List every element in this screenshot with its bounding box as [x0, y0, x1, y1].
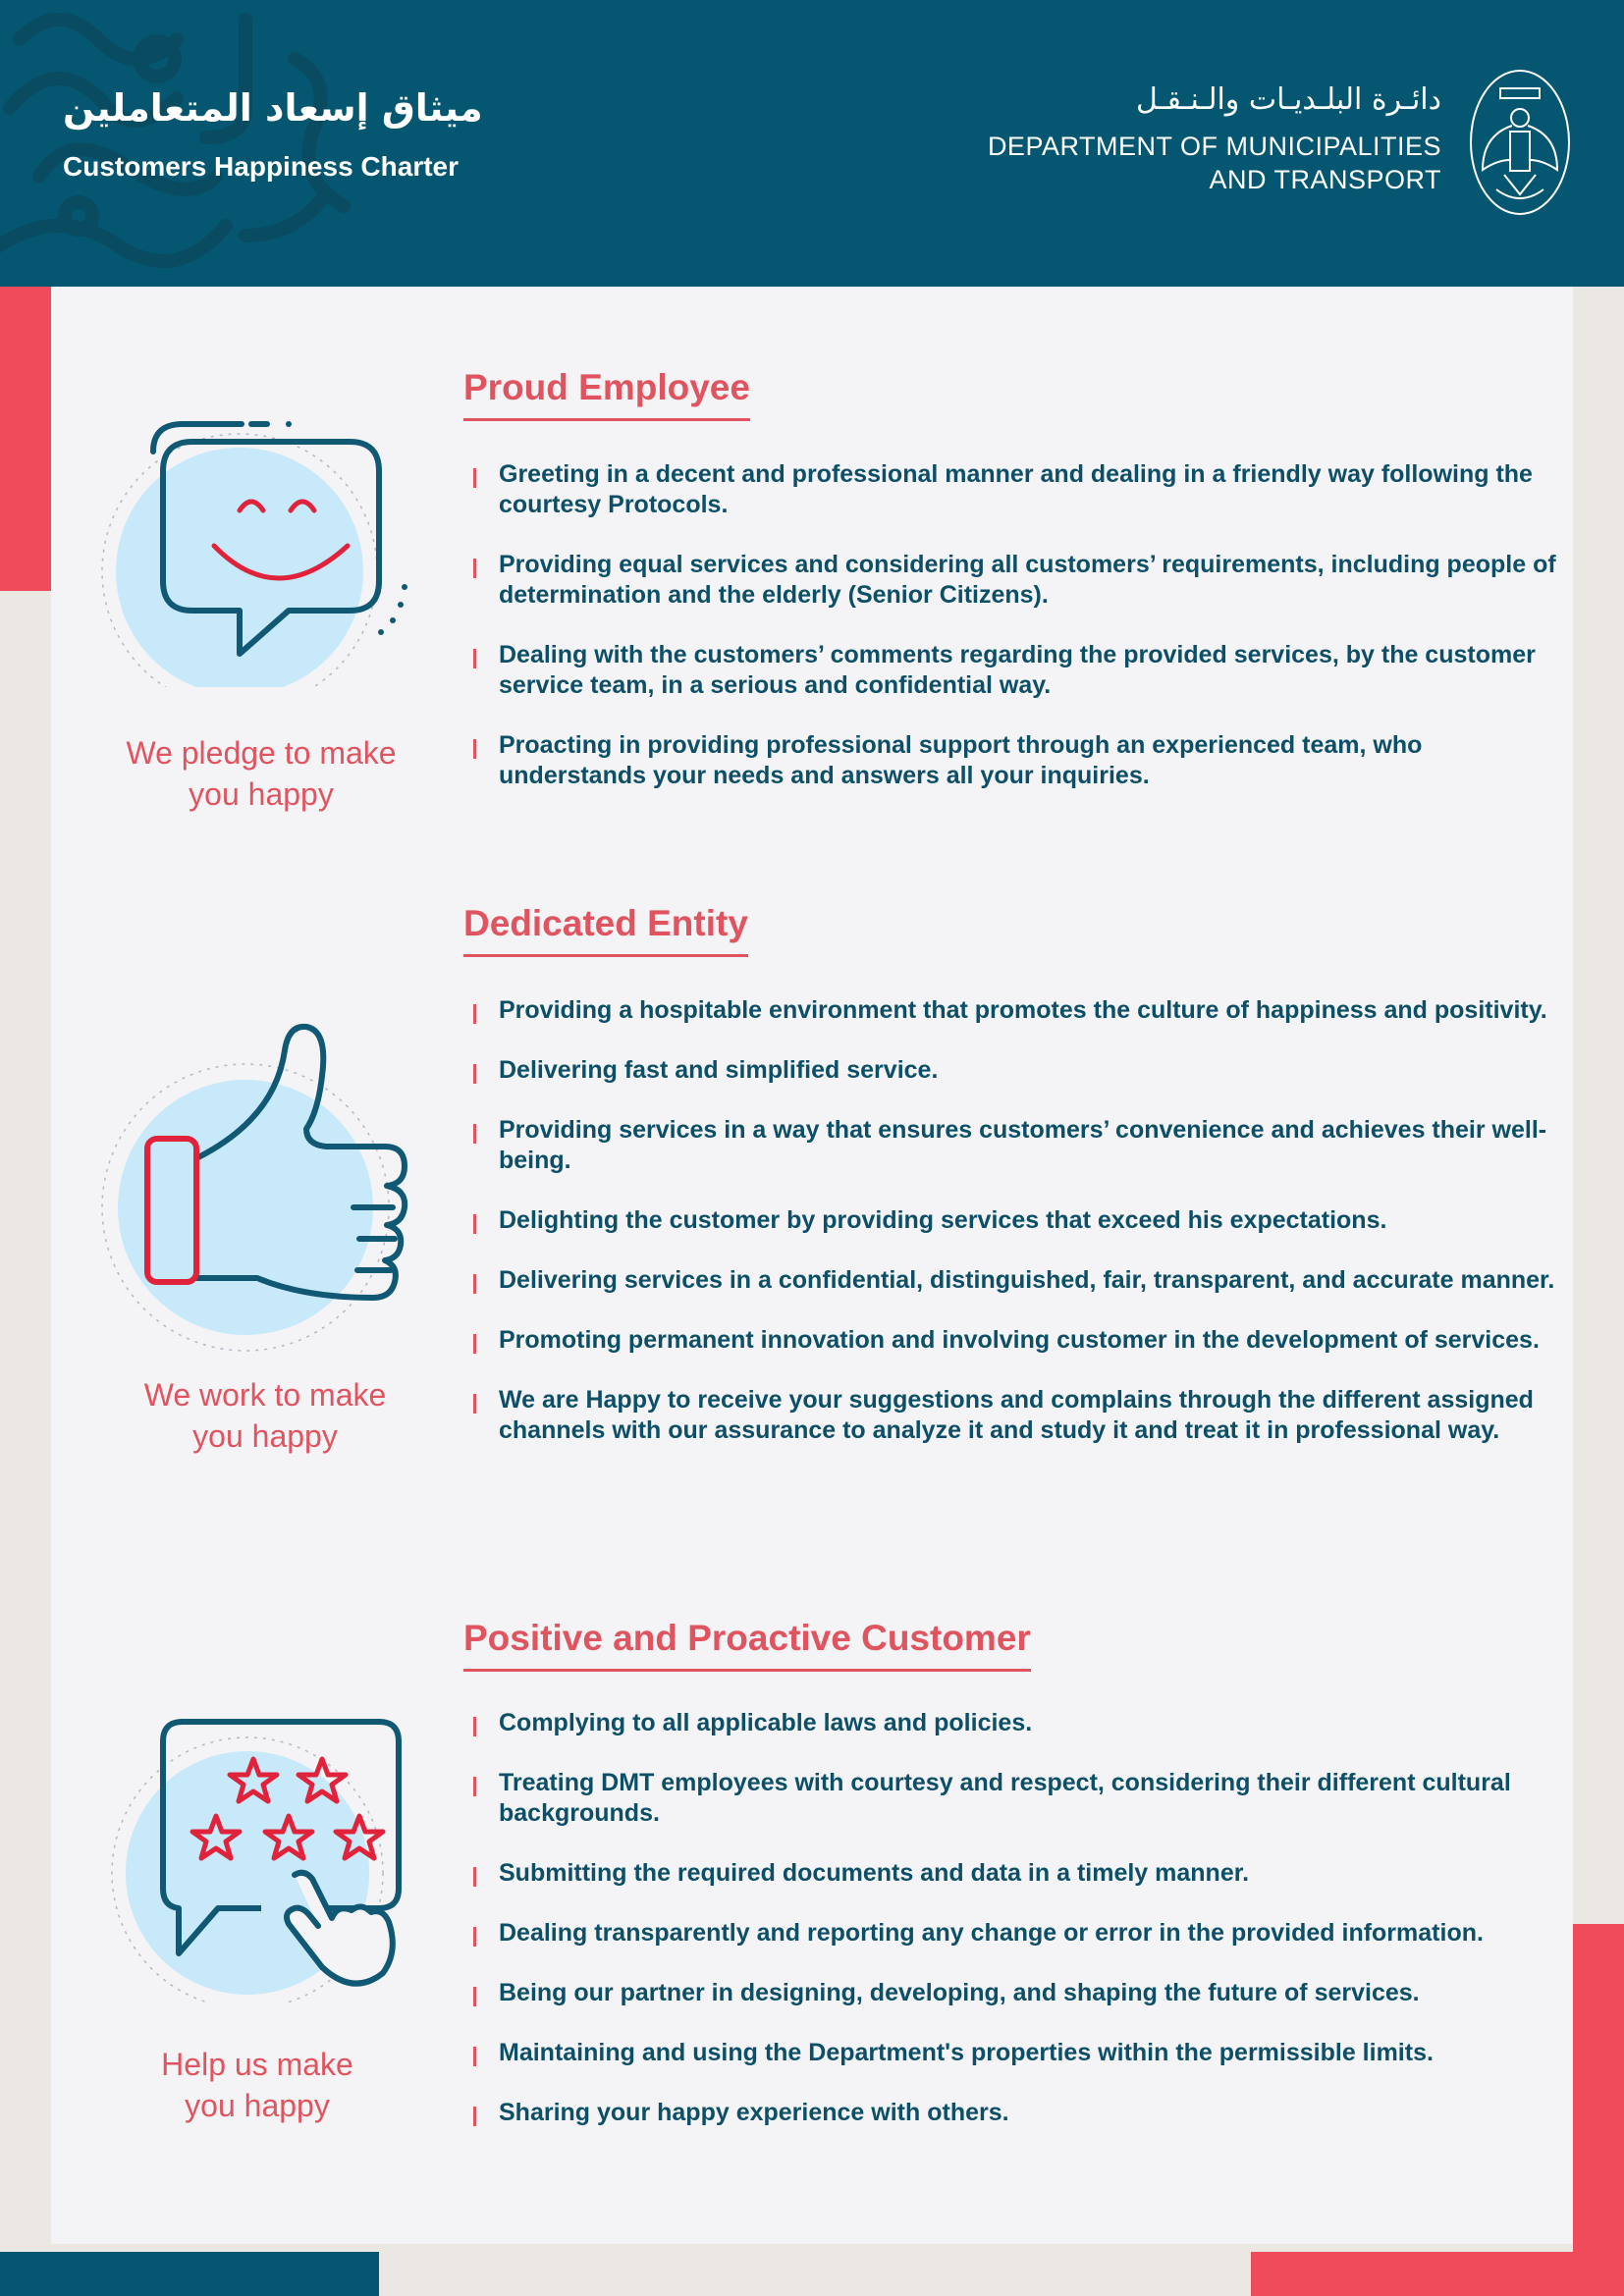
star-rating-bubble-icon — [104, 1708, 438, 2007]
department-name-arabic: دائـرة البلـديـات والـنـقـل — [1136, 82, 1441, 117]
pledge-caption-line2: you happy — [192, 1418, 338, 1454]
section-title-positive-proactive-customer: Positive and Proactive Customer — [463, 1618, 1031, 1672]
list-item: Sharing your happy experience with others. — [473, 2098, 1568, 2128]
list-item: Providing equal services and considering all customers’ requirements, including people of determination and the elderly (Senior Citizens). — [473, 550, 1568, 611]
section-title-dedicated-entity: Dedicated Entity — [463, 903, 748, 957]
list-item: We are Happy to receive your suggestions and complains through the different assigned channels with our assurance to analyze it and study it and treat it in professional way. — [473, 1385, 1568, 1446]
decorative-red-bar — [1573, 1924, 1624, 2296]
list-item: Greeting in a decent and professional manner and dealing in a friendly way following the courtesy Protocols. — [473, 459, 1568, 520]
list-item: Promoting permanent innovation and involving customer in the development of services. — [473, 1325, 1568, 1356]
list-item: Providing a hospitable environment that promotes the culture of happiness and positivity. — [473, 995, 1568, 1026]
list-item: Maintaining and using the Department's properties within the permissible limits. — [473, 2038, 1568, 2068]
charter-title-english: Customers Happiness Charter — [63, 151, 460, 182]
dedicated-entity-list — [473, 995, 1568, 1475]
list-item: Treating DMT employees with courtesy and respect, considering their different cultural backgrounds. — [473, 1768, 1568, 1829]
calligraphy-pattern-decoration — [0, 0, 393, 287]
pledge-caption — [94, 732, 428, 815]
proud-employee-list — [473, 459, 1568, 821]
list-item: Dealing with the customers’ comments regarding the provided services, by the customer service team, in a serious and confidential way. — [473, 640, 1568, 701]
falcon-emblem-icon — [1467, 67, 1573, 218]
list-item: Being our partner in designing, developing, and shaping the future of services. — [473, 1978, 1568, 2008]
pledge-caption-line2: you happy — [185, 2088, 330, 2123]
charter-title-arabic: ميثاق إسعاد المتعاملين — [63, 86, 483, 130]
list-item: Proacting in providing professional support through an experienced team, who understands your needs and answers all your inquiries. — [473, 730, 1568, 791]
pledge-caption — [98, 1374, 432, 1457]
smiley-speech-bubble-icon — [94, 412, 428, 692]
decorative-blue-strip — [0, 2252, 379, 2296]
pledge-caption-line1: Help us make — [161, 2047, 353, 2082]
pledge-caption-line2: you happy — [189, 776, 334, 812]
section-title-proud-employee: Proud Employee — [463, 367, 750, 421]
decorative-red-strip — [1251, 2252, 1624, 2296]
list-item: Complying to all applicable laws and policies. — [473, 1708, 1568, 1738]
list-item: Delivering services in a confidential, distinguished, fair, transparent, and accurate manner. — [473, 1265, 1568, 1296]
pledge-caption-line1: We pledge to make — [126, 735, 397, 771]
list-item: Providing services in a way that ensures customers’ convenience and achieves their well-being. — [473, 1115, 1568, 1176]
decorative-red-bar — [0, 287, 51, 591]
department-name-line2: AND TRANSPORT — [1209, 165, 1441, 194]
pledge-caption — [90, 2044, 424, 2126]
list-item: Dealing transparently and reporting any change or error in the provided information. — [473, 1918, 1568, 1949]
list-item: Delighting the customer by providing services that exceed his expectations. — [473, 1205, 1568, 1236]
thumbs-up-icon — [98, 1021, 432, 1360]
list-item: Submitting the required documents and data in a timely manner. — [473, 1858, 1568, 1889]
positive-customer-list — [473, 1708, 1568, 2158]
list-item: Delivering fast and simplified service. — [473, 1055, 1568, 1086]
header-banner — [0, 0, 1624, 287]
department-name-line1: DEPARTMENT OF MUNICIPALITIES — [987, 132, 1441, 161]
pledge-caption-line1: We work to make — [143, 1377, 387, 1413]
